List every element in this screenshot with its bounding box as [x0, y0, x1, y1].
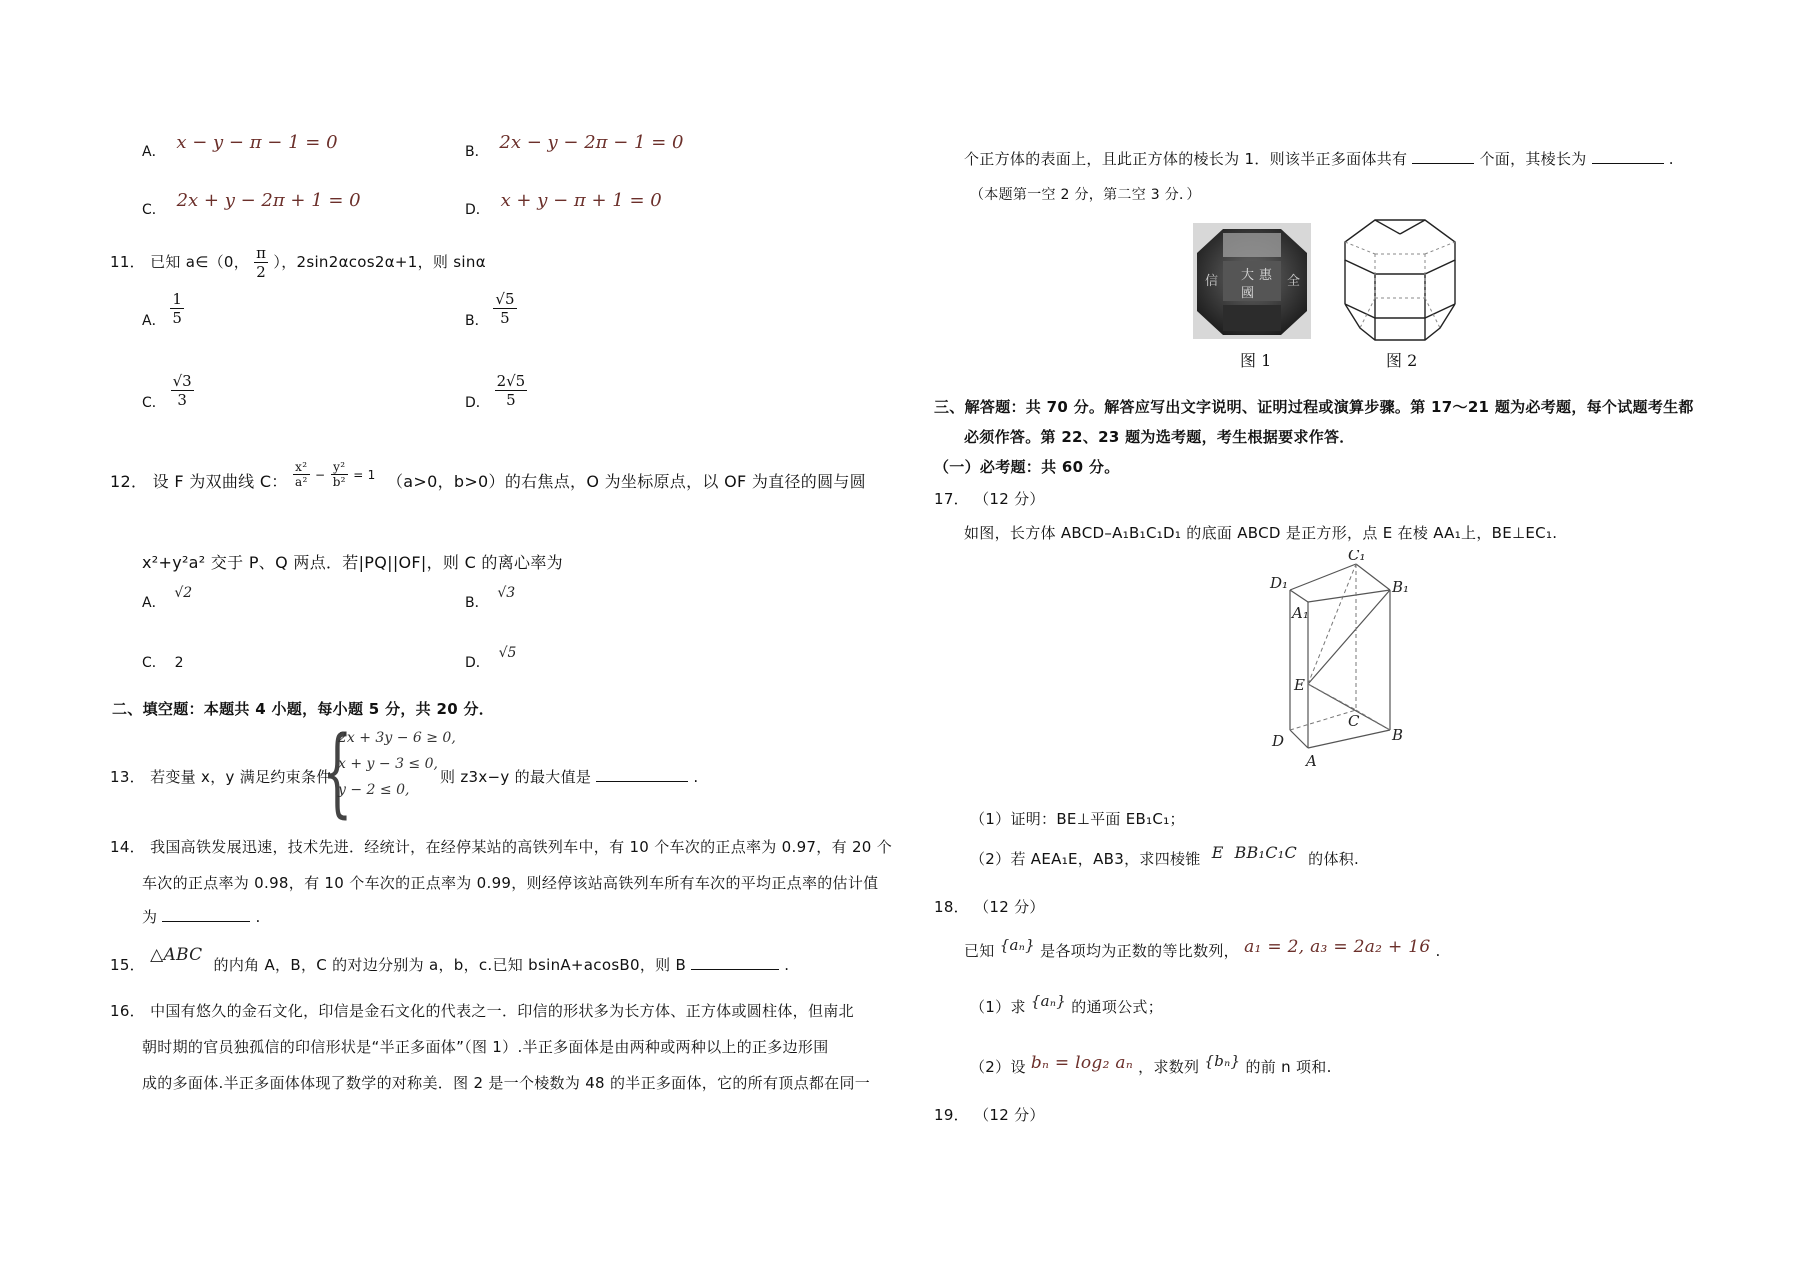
option-value: 2: [174, 655, 184, 671]
answer-blank-edge[interactable]: [1592, 163, 1664, 164]
q17-prism-figure: [1268, 550, 1418, 774]
q10-option-c: [142, 190, 361, 219]
q19-header: [934, 1104, 1045, 1125]
q17-part2-text-b: 的体积.: [1308, 850, 1360, 868]
question-number: 19．: [934, 1106, 969, 1124]
q13-text-b: 则 z3x−y 的最大值是: [440, 768, 592, 786]
fraction-numerator: π: [256, 244, 267, 262]
q12-option-a: [142, 585, 193, 612]
fraction-denominator: 3: [171, 390, 194, 409]
triangle-abc: △ABC: [150, 945, 203, 965]
fraction-numerator: √3: [172, 372, 192, 390]
sequence-a: {aₙ}: [1030, 992, 1067, 1010]
fraction-numerator: y²: [333, 460, 346, 474]
q18-header: [934, 896, 1045, 917]
question-number: 11．: [110, 253, 145, 271]
q18-stem-b: 是各项均为正数的等比数列，: [1040, 942, 1239, 960]
fraction-numerator: x²: [295, 460, 308, 474]
fraction-denominator: a²: [294, 475, 308, 489]
q11-text-a: 已知 a∈（0，: [150, 253, 250, 271]
q12-option-b: [465, 585, 516, 612]
option-label: D．: [465, 395, 490, 411]
answer-blank[interactable]: [596, 781, 688, 782]
q17-part1: （1）证明：BE⊥平面 EB₁C₁；: [970, 810, 1185, 828]
q17-part2-text-a: （2）若 AEA₁E，AB3，求四棱锥: [970, 850, 1201, 868]
q16-line3: 成的多面体.半正多面体体现了数学的对称美．图 2 是一个棱数为 48 的半正多面体，它的所有顶点都在同一: [142, 1074, 871, 1092]
answer-blank-faces[interactable]: [1412, 163, 1474, 164]
option-expression: 2x − y − 2π − 1 = 0: [499, 132, 684, 153]
fraction-denominator: 5: [493, 308, 516, 327]
q18-stem-a: 已知: [964, 942, 995, 960]
q10-option-b: [465, 132, 684, 161]
q16-score-note: （本题第一空 2 分，第二空 3 分．）: [970, 187, 1201, 203]
fraction-denominator: b²: [332, 475, 346, 489]
sentence-end: .: [693, 768, 699, 786]
figure-1-caption: 图 1: [1240, 351, 1272, 370]
question-number: 14．: [110, 838, 145, 856]
section-2-heading: 二、填空题：本题共 4 小题，每小题 5 分，共 20 分．: [112, 700, 495, 718]
hyperbola-x-term: [293, 460, 310, 489]
option-fraction: [493, 290, 516, 327]
q11-option-d: [465, 372, 527, 421]
q14-text-line3: 为: [142, 908, 158, 926]
q14-line1: [110, 836, 892, 857]
option-label: D．: [465, 202, 490, 218]
q15-text: 的内角 A，B，C 的对边分别为 a，b，c.已知 bsinA+acosB0，则 B: [213, 956, 687, 974]
question-number: 17．: [934, 490, 969, 508]
vertex-label-d1: D₁: [1270, 574, 1289, 592]
q11-stem: [110, 244, 486, 281]
question-number: 18．: [934, 898, 969, 916]
option-label: A．: [142, 144, 166, 160]
option-value: √2: [174, 585, 193, 601]
question-score: （12 分）: [974, 490, 1045, 508]
figure-2-caption: 图 2: [1386, 351, 1418, 370]
q16-cont-line1: [964, 148, 1674, 169]
figure-2-polyhedron: [1330, 214, 1470, 344]
q18-part1-text-b: 的通项公式；: [1071, 998, 1164, 1016]
option-label: B．: [465, 595, 489, 611]
option-fraction: [495, 372, 528, 409]
option-fraction: [171, 372, 194, 409]
q16-cont-text-b: 个面，其棱长为: [1479, 150, 1587, 168]
fraction-numerator: 1: [172, 290, 182, 308]
question-number: 16．: [110, 1002, 145, 1020]
q17-part2: [970, 843, 1360, 869]
option-label: A．: [142, 595, 166, 611]
polyhedron-drawing: [1330, 214, 1470, 344]
vertex-label-b1: B₁: [1392, 578, 1410, 596]
q10-option-d: [465, 190, 662, 219]
option-value: √3: [497, 585, 516, 601]
q18-stem: [964, 936, 1441, 961]
q11-option-c: [142, 372, 194, 421]
seal-char-4: 信: [1205, 274, 1219, 289]
option-expression: 2x + y − 2π + 1 = 0: [176, 190, 361, 211]
q18-part2-text-b: ，求数列: [1138, 1058, 1200, 1076]
sentence-end: .: [1668, 150, 1674, 168]
fraction-numerator: √5: [495, 290, 515, 308]
vertex-label-b: B: [1392, 726, 1404, 744]
question-score: （12 分）: [974, 898, 1045, 916]
vertex-label-d: D: [1272, 732, 1285, 750]
section-3-heading-line2: 必须作答。第 22、23 题为选考题，考生根据要求作答．: [964, 428, 1355, 446]
q16-line1: [110, 1000, 854, 1021]
constraint-3: y − 2 ≤ 0,: [338, 782, 410, 798]
sentence-end: .: [784, 956, 790, 974]
figure-1-seal-photo: [1193, 223, 1311, 339]
option-label: C．: [142, 395, 166, 411]
seal-char-5: 國: [1241, 286, 1255, 301]
vertex-label-e: E: [1294, 676, 1305, 694]
question-number: 13．: [110, 768, 145, 786]
q11-option-a: [142, 290, 184, 339]
option-label: B．: [465, 313, 489, 329]
q16-line2: 朝时期的官员独孤信的印信形状是“半正多面体”（图 1）.半正多面体是由两种或两种以上的正多边形围: [142, 1038, 829, 1056]
constraint-brace: {: [322, 716, 353, 828]
q12-stem: [110, 460, 866, 497]
fraction-denominator: 5: [172, 309, 182, 327]
sentence-end: .: [255, 908, 261, 926]
q12-text-a: 设 F 为双曲线 C：: [152, 472, 288, 491]
option-label: C．: [142, 202, 166, 218]
constraint-1: 2x + 3y − 6 ≥ 0,: [338, 730, 456, 746]
option-label: D．: [465, 655, 490, 671]
option-expression: x + y − π + 1 = 0: [500, 190, 662, 211]
q16-cont-text-a: 个正方体的表面上，且此正方体的棱长为 1．则该半正多面体共有: [964, 150, 1408, 168]
constraint-2: x + y − 3 ≤ 0,: [338, 756, 438, 772]
q18-part1-text-a: （1）求: [970, 998, 1026, 1016]
q14-line2: 车次的正点率为 0.98，有 10 个车次的正点率为 0.99，则经停该站高铁列车所有车次的平均正点率的估计值: [142, 874, 879, 892]
q17-header: [934, 488, 1045, 509]
q18-part1: [970, 992, 1164, 1017]
prism-drawing: [1268, 550, 1418, 774]
seal-char-2: 惠: [1259, 268, 1273, 283]
hyperbola-y-term: [331, 460, 348, 489]
q12-text-b: （a>0，b>0）的右焦点，O 为坐标原点，以 OF 为直径的圆与圆: [386, 472, 866, 491]
option-label: B．: [465, 144, 489, 160]
option-fraction: [170, 290, 184, 327]
q14-text-line1: 我国高铁发展迅速，技术先进．经统计，在经停某站的高铁列车中，有 10 个车次的正点率为 0.97，有 20 个: [150, 838, 892, 856]
section-3-heading-line1: 三、解答题：共 70 分。解答应写出文字说明、证明过程或演算步骤。第 17～21 题为必考题，每个试题考生都: [934, 398, 1694, 416]
option-value: √5: [498, 645, 517, 661]
vertex-label-c: C: [1348, 712, 1360, 730]
seal-char-3: 全: [1287, 274, 1301, 289]
vertex-label-a1: A₁: [1292, 604, 1309, 622]
fraction-denominator: 5: [495, 390, 528, 409]
sequence-a: {aₙ}: [999, 936, 1035, 954]
vertex-label-a: A: [1306, 752, 1317, 770]
q11-text-b: ），2sin2αcos2α+1，则 sinα: [273, 253, 486, 271]
q13-stem-b: [440, 766, 698, 787]
fraction-denominator: 2: [254, 262, 268, 281]
sequence-b: {bₙ}: [1204, 1052, 1241, 1070]
pyramid-notation: E BB₁C₁C: [1211, 843, 1298, 862]
q11-fraction: [254, 244, 268, 281]
q13-text-a: 若变量 x，y 满足约束条件: [150, 768, 332, 786]
seal-photo-image: [1193, 223, 1311, 339]
section-3-subheading: （一）必考题：共 60 分。: [934, 458, 1120, 476]
seal-char-1: 大: [1241, 268, 1255, 283]
q18-part2-text-a: （2）设: [970, 1058, 1026, 1076]
question-score: （12 分）: [974, 1106, 1045, 1124]
q16-text-line1: 中国有悠久的金石文化，印信是金石文化的代表之一．印信的形状多为长方体、正方体或圆柱体，但南北: [150, 1002, 854, 1020]
bn-definition: bₙ = log₂ aₙ: [1030, 1053, 1134, 1073]
q14-line3: [142, 906, 261, 927]
q12-option-c: [142, 652, 183, 672]
q18-part2: [970, 1052, 1332, 1077]
q18-condition: a₁ = 2, a₃ = 2a₂ + 16: [1244, 937, 1431, 957]
q10-option-a: [142, 132, 338, 161]
option-label: C．: [142, 655, 166, 671]
q15-stem: [110, 945, 790, 975]
q12-line2: x²+y²a² 交于 P、Q 两点．若|PQ||OF|，则 C 的离心率为: [142, 553, 563, 572]
question-number: 12．: [110, 472, 148, 491]
hyperbola-rhs: = 1: [353, 468, 376, 482]
option-label: A．: [142, 313, 166, 329]
answer-blank[interactable]: [691, 969, 779, 970]
q13-stem-a: [110, 766, 332, 787]
fraction-numerator: 2√5: [496, 372, 526, 390]
hyperbola-minus: −: [314, 468, 326, 482]
question-number: 15．: [110, 956, 145, 974]
q17-stem: 如图，长方体 ABCD–A₁B₁C₁D₁ 的底面 ABCD 是正方形，点 E 在棱 AA₁上，BE⊥EC₁.: [964, 524, 1558, 542]
vertex-label-c1: C₁: [1348, 550, 1366, 564]
q12-option-d: [465, 645, 517, 672]
option-expression: x − y − π − 1 = 0: [176, 132, 338, 153]
q18-part2-text-c: 的前 n 项和.: [1245, 1058, 1332, 1076]
answer-blank[interactable]: [162, 921, 250, 922]
sentence-end: .: [1435, 942, 1441, 960]
q11-option-b: [465, 290, 517, 339]
